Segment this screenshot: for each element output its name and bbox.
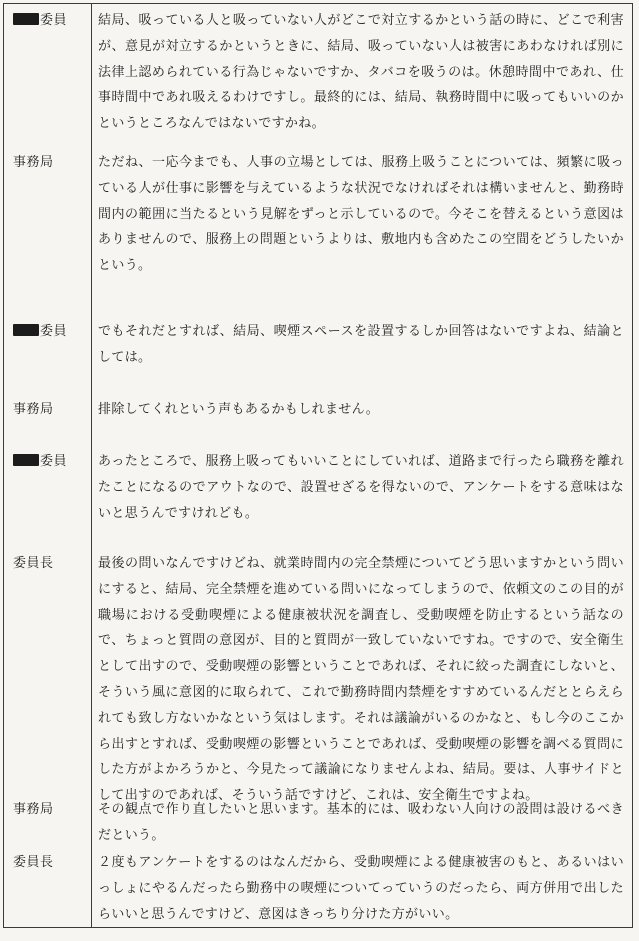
column-divider [91,4,92,927]
speaker-label [13,319,89,345]
speaker-label [13,397,89,423]
speaker-name: 事務局 [13,155,54,170]
speaker-name: 事務局 [13,402,54,417]
redaction-mark [13,324,39,336]
speech-text: 排除してくれという声もあるかもしれません。 [98,402,380,417]
speaker-name: 委員長 [13,556,54,571]
speech-text: 結局、吸っている人と吸っていない人がどこで対立するかという話の時に、どこで利害が、意見が対立するかというときに、結局、吸っていない人は被害にあわなければ別に法律上認められている行為じゃないですか、タバコを吸うのは。休憩時間中であれ、仕事時間中であれ吸えるわけですし。最終的には、結局、執務時間中に吸ってもいいのかというところなんではないですかね。 [98,13,624,132]
speaker-name: 事務局 [13,802,54,817]
speech-text: あったところで、服務上吸ってもいいことにしていれば、道路まで行ったら職務を離れたことになるのでアウトなので、設置せざるを得ないので、アンケートをする意味はないと思うんですけれども。 [98,454,624,521]
speech-text: でもそれだとすれば、結局、喫煙スペースを設置するしか回答はないですよね、結論としては。 [98,324,624,365]
speaker-name: 委員 [40,13,68,28]
speaker-name: 委員 [40,454,68,469]
redaction-mark [13,13,39,25]
minutes-table [3,3,633,928]
redaction-mark [13,454,39,466]
speaker-label [13,850,89,876]
speaker-name: 委員 [40,324,68,339]
speaker-label [13,797,89,823]
speech-text: ただね、一応今までも、人事の立場としては、服務上吸うことについては、頻繁に吸っている人が仕事に影響を与えているような状況でなければそれは構いませんと、勤務時間内の範囲に当たるという見解をずっと示しているので。今そこを替えるという意図はありませんので、服務上の問題というよりは、敷地内も含めたこの空間をどうしたいかという。 [98,155,624,274]
speech-text: その観点で作り直したいと思います。基本的には、吸わない人向けの設問は設けるべきだという。 [98,802,624,843]
speaker-label [13,150,89,176]
speech-text: ２度もアンケートをするのはなんだから、受動喫煙による健康被害のもと、あるいはいっしょにやるんだったら勤務中の喫煙についてっていうのだったら、両方併用で出したらいいと思うんですけど、意図はきっちり分けた方がいい。 [98,855,624,922]
speaker-name: 委員長 [13,855,54,870]
speaker-label [13,449,89,475]
speaker-label [13,551,89,577]
speaker-label [13,8,89,34]
speech-text: 最後の問いなんですけどね、就業時間内の完全禁煙についてどう思いますかという問いにすると、結局、完全禁煙を進めている問いになってしまうので、依頼文のこの目的が職場における受動喫煙による健康被状況を調査し、受動喫煙を防止するという話なので、ちょっと質問の意図が、目的と質問が一致していないですね。ですので、安全衛生として出すので、受動喫煙の影響ということであれば、それに絞った調査にしないと、そういう風に意図的に取られて、これで勤務時間内禁煙をすすめているんだととらえられても致し方ないかなという気はします。それは議論がいるのかなと、もし今のここから出すとすれば、受動喫煙の影響ということであれば、受動喫煙の影響を調べる質問にした方がよかろうかと、今見たって議論になりませんよね、結局。要は、人事サイドとして出すのであれば、そういう話ですけど、これは、安全衛生ですよね。 [98,556,624,804]
